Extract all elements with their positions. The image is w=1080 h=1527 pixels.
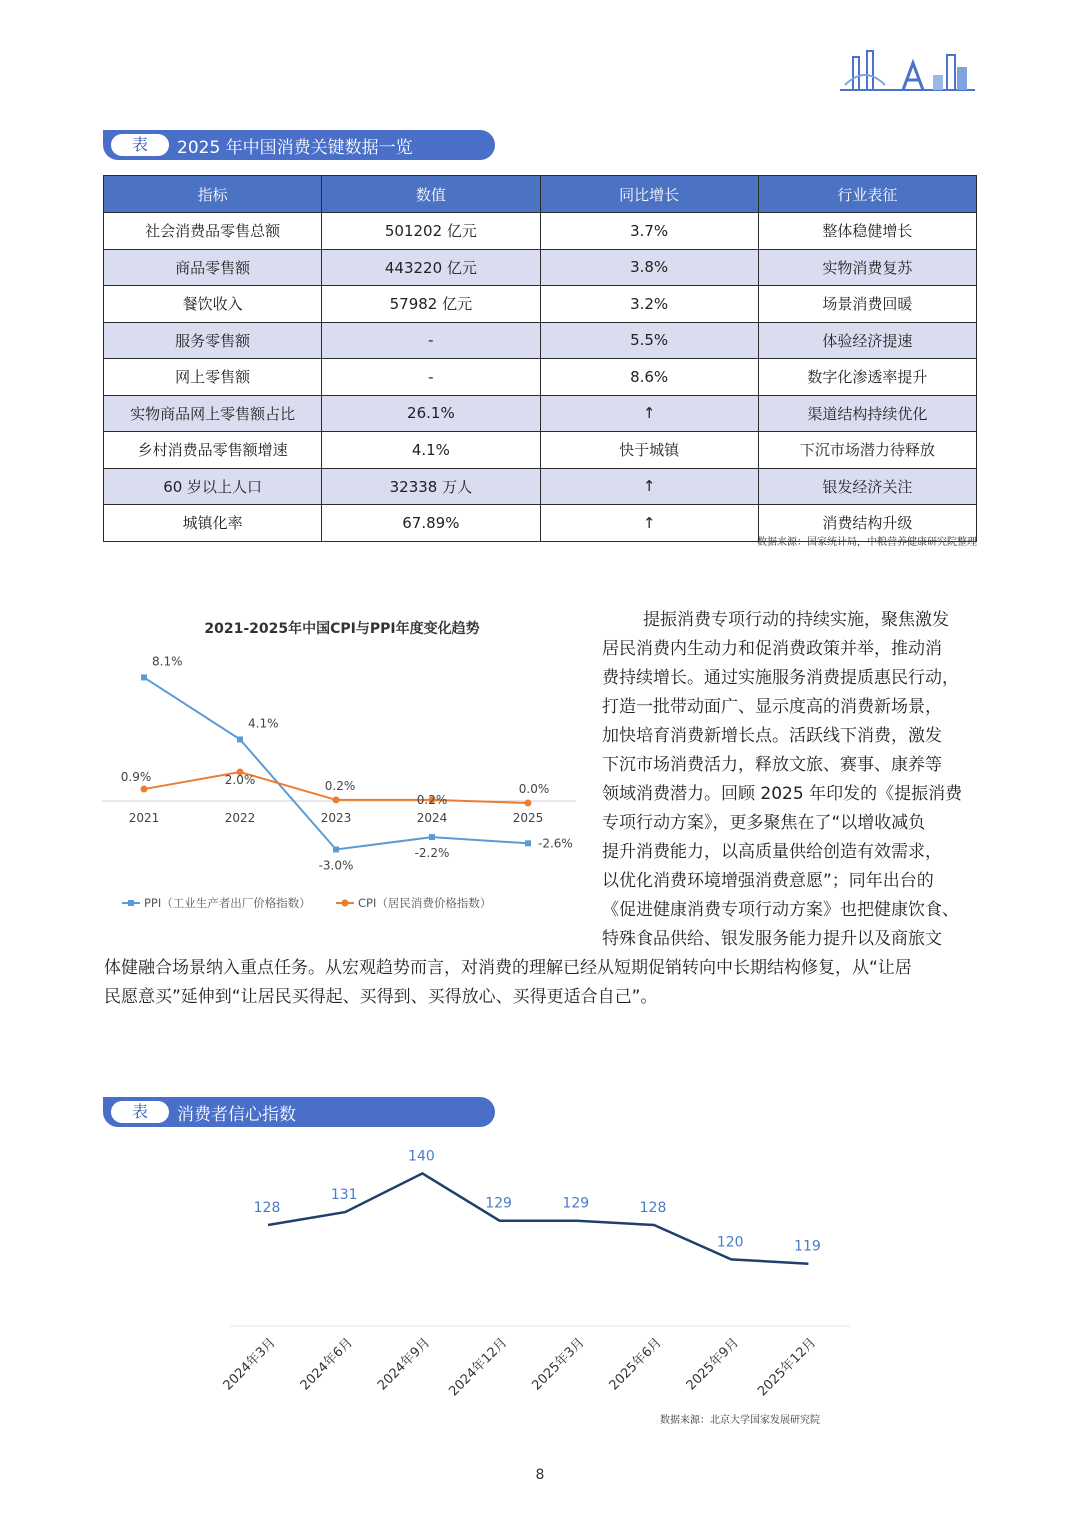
table-cell: 服务零售额 [104,322,322,359]
x-tick-label: 2025年3月 [529,1335,588,1394]
table-title-bar [103,130,495,160]
city-skyline-logo-icon [835,45,980,95]
legend-cpi-label: CPI（居民消费价格指数） [358,896,492,910]
data-point [525,800,532,807]
data-point [141,674,147,680]
table-cell: 501202 亿元 [322,213,540,250]
paragraph-line: 加快培育消费新增长点。活跃线下消费，激发 [602,726,942,746]
data-label: -3.0% [318,858,354,873]
table-cell: 3.8% [540,249,758,286]
table-cell: 60 岁以上人口 [104,468,322,505]
data-label: 128 [253,1200,281,1216]
x-tick-label: 2024年3月 [220,1335,279,1394]
header-indicator: 指标 [104,176,322,213]
data-point [237,736,243,742]
x-tick-label: 2024年6月 [297,1335,357,1394]
x-tick-label: 2023 [320,811,352,825]
table-header-row [104,176,977,213]
paragraph-line: 提升消费能力，以高质量供给创造有效需求， [602,842,942,862]
paragraph-line: 居民消费内生动力和促消费政策并举，推动消 [602,639,942,659]
paragraph-line: 打造一批带动面广、显示度高的消费新场景， [602,697,942,717]
table-cell: ↑ [540,395,758,432]
data-label: 128 [639,1200,667,1216]
table-cell: 443220 亿元 [322,249,540,286]
table-tag: 表 [111,134,169,156]
x-tick-label: 2022 [224,811,256,825]
table-cell: 实物消费复苏 [758,249,976,286]
table-cell: 快于城镇 [540,432,758,469]
data-label: 120 [716,1234,744,1251]
x-tick-label: 2024年9月 [374,1335,434,1394]
data-point [429,834,435,840]
table-source: 数据来源：国家统计局，中粮营养健康研究院整理 [757,537,977,548]
data-label: 129 [485,1195,512,1212]
legend-cpi-marker [342,900,349,907]
x-tick-label: 2025年12月 [755,1335,820,1400]
paragraph-line: 专项行动方案》，更多聚焦在了“以增收减负 [602,813,926,833]
table-title: 2025 年中国消费关键数据一览 [177,137,413,158]
table-cell: 3.2% [540,286,758,323]
paragraph-line: 下沉市场消费活力，释放文旅、赛事、康养等 [602,755,942,775]
x-tick-label: 2025年9月 [683,1335,743,1394]
confidence-source: 数据来源：北京大学国家发展研究院 [660,1415,820,1426]
data-point [141,786,148,793]
data-point [333,796,340,803]
table-row [104,468,977,505]
table-row [104,359,977,396]
data-label: 0.2% [416,792,448,807]
legend-ppi-marker [128,900,134,906]
table-cell: - [322,359,540,396]
data-label: 0.9% [120,770,152,785]
paragraph-line: 费持续增长。通过实施服务消费提质惠民行动， [602,668,959,688]
table-cell: 实物商品网上零售额占比 [104,395,322,432]
page-number: 8 [535,1467,545,1483]
table-cell: 渠道结构持续优化 [758,395,976,432]
header-industry: 行业表征 [758,176,976,213]
table-cell: 网上零售额 [104,359,322,396]
data-label: -2.6% [538,836,573,851]
table-cell: 3.7% [540,213,758,250]
x-tick-label: 2024 [416,811,448,825]
paragraph-line: 体健融合场景纳入重点任务。从宏观趋势而言，对消费的理解已经从短期促销转向中长期结构修复，从“让居 [104,958,912,978]
header-value: 数值 [322,176,540,213]
confidence-tag: 表 [111,1101,169,1123]
data-label: 4.1% [248,716,279,731]
paragraph-line: 提振消费专项行动的持续实施，聚焦激发 [643,610,949,630]
table-cell: ↑ [540,505,758,542]
table-cell: 社会消费品零售总额 [104,213,322,250]
table-cell: 67.89% [322,505,540,542]
chart-title: 2021-2025年中国CPI与PPI年度变化趋势 [204,621,480,637]
table-cell: 26.1% [322,395,540,432]
table-cell: 8.6% [540,359,758,396]
table-cell: 体验经济提速 [758,322,976,359]
table-cell: 5.5% [540,322,758,359]
table-cell: 场景消费回暖 [758,286,976,323]
table-cell: 银发经济关注 [758,468,976,505]
table-cell: 整体稳健增长 [758,213,976,250]
table-cell: 4.1% [322,432,540,469]
paragraph-line: 以优化消费环境增强消费意愿”；同年出台的 [602,871,934,891]
data-label: -2.2% [414,846,450,861]
paragraph-line: 民愿意买”延伸到“让居民买得起、买得到、买得放心、买得更适合自己”。 [104,987,658,1007]
data-label: 131 [330,1187,358,1204]
x-tick-label: 2024年12月 [446,1335,511,1400]
table-cell: 32338 万人 [322,468,540,505]
paragraph-line: 领域消费潜力。回顾 2025 年印发的《提振消费 [602,784,963,804]
table-cell: 商品零售额 [104,249,322,286]
cpi-ppi-chart [100,605,580,925]
confidence-title-bar [103,1097,495,1127]
table-cell: 餐饮收入 [104,286,322,323]
data-label: 119 [794,1238,821,1255]
consumer-confidence-chart [200,1140,860,1440]
data-label: 2.0% [224,773,256,787]
table-cell: 消费结构升级 [758,505,976,542]
x-tick-label: 2025年6月 [606,1335,665,1394]
header-yoy: 同比增长 [540,176,758,213]
paragraph-line: 特殊食品供给、银发服务能力提升以及商旅文 [602,929,942,949]
data-label: 129 [562,1195,590,1212]
table-cell: ↑ [540,468,758,505]
table-cell: 下沉市场潜力待释放 [758,432,976,469]
data-label: 8.1% [152,654,183,669]
table-cell: - [322,322,540,359]
data-point [333,847,339,853]
table-row [104,432,977,469]
table-row [104,249,977,286]
paragraph-line: 《促进健康消费专项行动方案》也把健康饮食、 [602,900,959,920]
data-label: 0.2% [324,778,356,793]
legend-ppi-label: PPI（工业生产者出厂价格指数） [144,896,311,910]
table-cell: 城镇化率 [104,505,322,542]
table-row [104,322,977,359]
key-data-table [103,175,977,542]
table-cell: 57982 亿元 [322,286,540,323]
data-label: 140 [408,1148,435,1165]
table-cell: 数字化渗透率提升 [758,359,976,396]
data-label: 0.0% [518,782,550,796]
x-tick-label: 2021 [128,811,160,825]
data-point [525,840,531,846]
table-row [104,286,977,323]
table-row [104,213,977,250]
table-cell: 乡村消费品零售额增速 [104,432,322,469]
x-tick-label: 2025 [512,811,544,825]
confidence-title: 消费者信心指数 [177,1104,296,1125]
table-row [104,395,977,432]
